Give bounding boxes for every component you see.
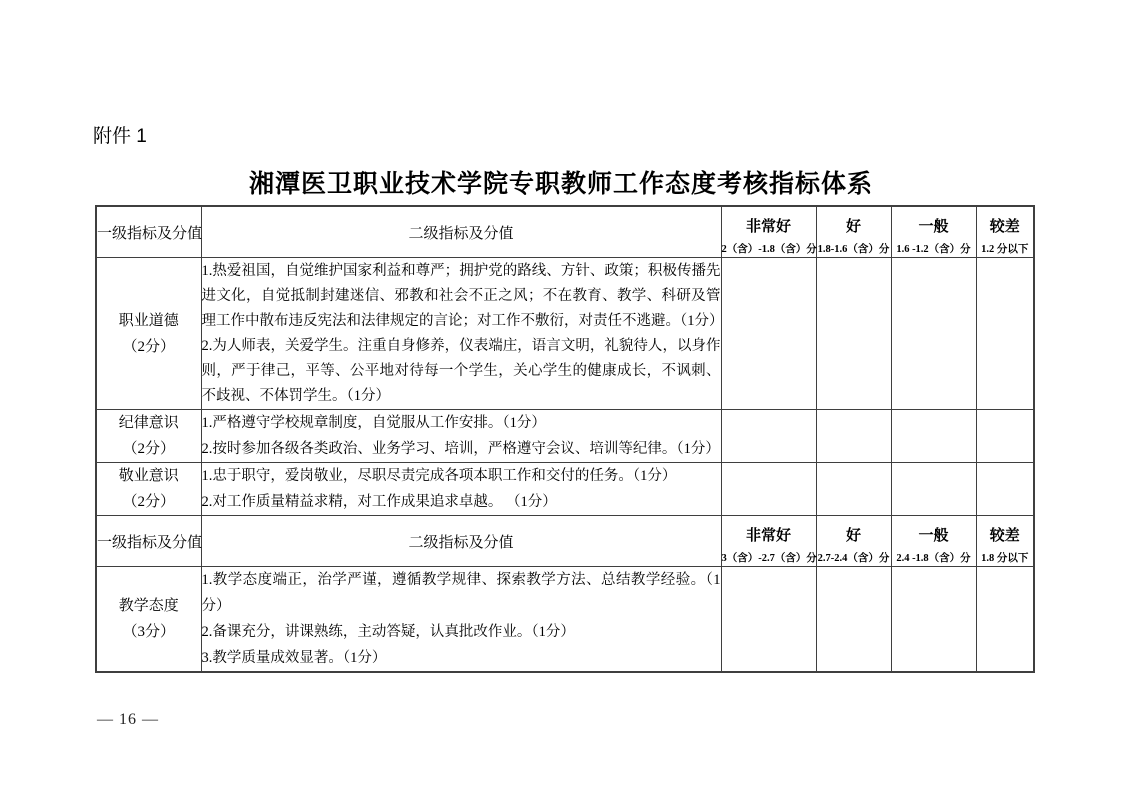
rating-range: 3（含）-2.7（含）分 [721, 553, 817, 564]
rating-value-cell [816, 258, 891, 410]
document-title: 湘潭医卫职业技术学院专职教师工作态度考核指标体系 [248, 170, 873, 198]
rating-value-cell [891, 567, 976, 673]
criteria-item: 2.备课充分，讲课熟练，主动答疑，认真批改作业。（1分） [201, 624, 575, 640]
indicator-name: 敬业意识 [118, 468, 179, 484]
header-rating-average [891, 206, 976, 258]
header-level2: 二级指标及分值 [201, 516, 721, 567]
rating-range: 1.2 分以下 [981, 244, 1029, 255]
rating-label: 好 [845, 218, 861, 235]
criteria-cell [201, 410, 721, 463]
rating-value-cell [721, 463, 816, 516]
criteria-item: 1.热爱祖国，自觉维护国家利益和尊严；拥护党的路线、方针、政策；积极传播先进文化，自觉抵制封建迷信、邪教和社会不正之风；不在教育、教学、科研及管理工作中散布违反宪法和法律规定的言论；对工作不敷衍，对责任不逃避。（1分） [201, 262, 724, 329]
header-level1: 一级指标及分值 [96, 206, 201, 258]
header-level2: 二级指标及分值 [201, 206, 721, 258]
rating-value-cell [721, 567, 816, 673]
rating-value-cell [976, 258, 1034, 410]
criteria-item: 2.为人师表，关爱学生。注重自身修养，仪表端庄，语言文明，礼貌待人，以身作则，严于律己，平等、公平地对待每一个学生，关心学生的健康成长，不讽刺、不歧视、不体罚学生。（1分） [201, 337, 721, 404]
indicator-score: （3分） [122, 624, 175, 640]
rating-range: 1.6 -1.2（含）分 [896, 244, 971, 255]
row-dedication-awareness [96, 463, 1034, 516]
row-discipline-awareness [96, 410, 1034, 463]
rating-range: 2.4 -1.8（含）分 [896, 553, 971, 564]
criteria-item: 3.教学质量成效显著。（1分） [201, 650, 387, 666]
criteria-item: 1.忠于职守，爱岗敬业，尽职尽责完成各项本职工作和交付的任务。（1分） [201, 468, 677, 484]
rating-value-cell [976, 410, 1034, 463]
header-level1: 一级指标及分值 [96, 516, 201, 567]
header-rating-good [816, 516, 891, 567]
rating-value-cell [816, 410, 891, 463]
criteria-item: 1.教学态度端正，治学严谨，遵循教学规律、探索教学方法、总结教学经验。（1分） [201, 572, 721, 614]
header-rating-verygood [721, 206, 816, 258]
header-rating-average [891, 516, 976, 567]
header-rating-verygood [721, 516, 816, 567]
criteria-cell [201, 258, 724, 410]
rating-value-cell [721, 410, 816, 463]
rating-range: 2（含）-1.8（含）分 [721, 244, 817, 255]
criteria-item: 2.按时参加各级各类政治、业务学习、培训，严格遵守会议、培训等纪律。（1分） [201, 441, 720, 457]
indicator-name: 纪律意识 [118, 415, 179, 431]
attachment-label: 附件 1 [93, 126, 147, 147]
page-number: — 16 — [97, 711, 159, 728]
header-rating-poor [976, 206, 1034, 258]
rating-label: 一般 [918, 527, 949, 544]
header-rating-good [816, 206, 891, 258]
rating-value-cell [721, 258, 816, 410]
criteria-item: 1.严格遵守学校规章制度，自觉服从工作安排。（1分） [201, 415, 546, 431]
section1-header-row [96, 206, 1034, 258]
rating-range: 1.8-1.6（含）分 [817, 244, 890, 255]
rating-label: 非常好 [745, 527, 791, 544]
indicator-score: （2分） [122, 441, 175, 457]
criteria-item: 2.对工作质量精益求精，对工作成果追求卓越。 （1分） [201, 494, 557, 510]
rating-range: 1.8 分以下 [981, 553, 1029, 564]
indicator-cell [96, 258, 201, 410]
rating-label: 好 [845, 527, 861, 544]
rating-value-cell [976, 567, 1034, 673]
rating-value-cell [976, 463, 1034, 516]
indicator-name: 职业道德 [118, 312, 179, 329]
indicator-cell [96, 463, 201, 516]
rating-value-cell [816, 567, 891, 673]
rating-value-cell [891, 463, 976, 516]
row-teaching-attitude [96, 567, 1034, 673]
row-professional-ethics [96, 258, 1034, 410]
rating-range: 2.7-2.4（含）分 [817, 553, 890, 564]
rating-value-cell [891, 258, 976, 410]
indicator-cell [96, 567, 201, 673]
criteria-cell [201, 567, 721, 673]
rating-label: 一般 [918, 218, 949, 235]
indicator-cell [96, 410, 201, 463]
header-rating-poor [976, 516, 1034, 567]
rating-label: 非常好 [745, 218, 791, 235]
section2-header-row [96, 516, 1034, 567]
indicator-score: （2分） [122, 338, 175, 355]
rating-label: 较差 [989, 527, 1020, 544]
rating-value-cell [891, 410, 976, 463]
criteria-cell [201, 463, 721, 516]
indicator-name: 教学态度 [118, 598, 179, 614]
indicator-score: （2分） [122, 494, 175, 510]
rating-label: 较差 [989, 218, 1020, 235]
assessment-table [95, 205, 1035, 673]
rating-value-cell [816, 463, 891, 516]
